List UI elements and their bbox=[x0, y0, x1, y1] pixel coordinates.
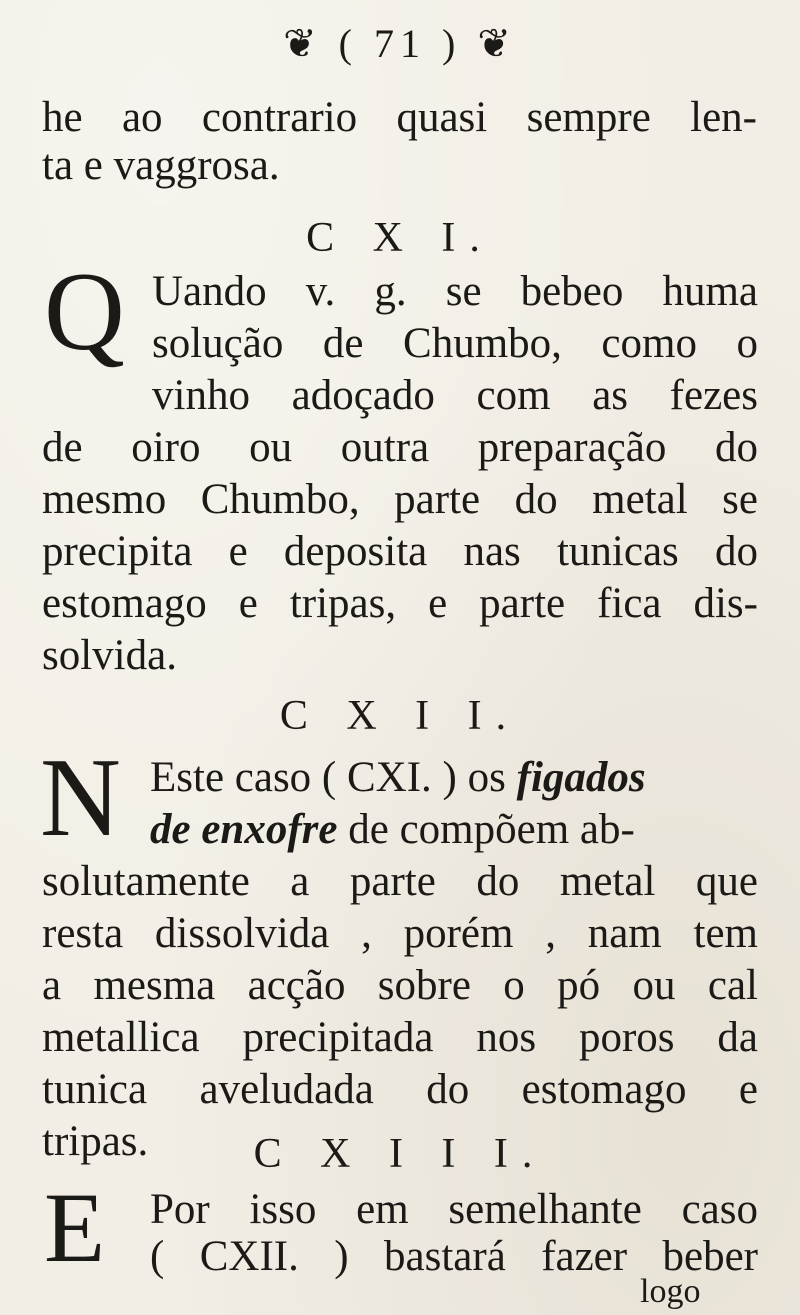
section-cxiii-line-2: ( CXII. ) bastará fazer beber bbox=[150, 1233, 758, 1280]
section-cxii-line-7: tunica aveludada do estomago e bbox=[42, 1066, 758, 1113]
section-cxii-line-1-italic: figados bbox=[516, 754, 646, 801]
section-cxii-line-6: metallica precipitada nos poros da bbox=[42, 1014, 758, 1061]
section-cxi-line-6: precipita e deposita nas tunicas do bbox=[42, 528, 758, 575]
section-heading-cxi: C X I. bbox=[306, 215, 494, 261]
intro-line-1: he ao contrario quasi sempre len- bbox=[42, 94, 757, 141]
catchword: logo bbox=[640, 1273, 701, 1310]
section-cxi-line-2: solução de Chumbo, como o bbox=[152, 320, 758, 367]
section-cxii-line-5: a mesma acção sobre o pó ou cal bbox=[42, 962, 758, 1009]
dropcap-n: N bbox=[40, 736, 121, 860]
section-cxii-line-2 bbox=[150, 804, 635, 856]
section-cxi-line-5: mesmo Chumbo, parte do metal se bbox=[42, 476, 758, 523]
section-cxii-line-2-text: de compõem ab- bbox=[337, 806, 635, 853]
section-cxi-line-3: vinho adoçado com as fezes bbox=[152, 372, 758, 419]
section-cxi-line-7: estomago e tripas, e parte fica dis- bbox=[42, 580, 758, 627]
section-cxii-line-2-italic: de enxofre bbox=[150, 806, 338, 853]
section-cxii-line-3: solutamente a parte do metal que bbox=[42, 858, 758, 905]
dropcap-e: E bbox=[44, 1172, 106, 1283]
section-cxii-line-8: tripas. bbox=[42, 1118, 149, 1165]
section-cxii-line-1 bbox=[150, 752, 646, 804]
section-heading-cxiii: C X I I I. bbox=[253, 1131, 547, 1177]
intro-line-2: ta e vaggrosa. bbox=[42, 142, 280, 189]
section-cxii-line-4: resta dissolvida , porém , nam tem bbox=[42, 910, 758, 957]
dropcap-q: Q bbox=[44, 250, 125, 374]
section-cxi-line-1: Uando v. g. se bebeo huma bbox=[152, 268, 758, 315]
section-cxiii-line-1: Por isso em semelhante caso bbox=[150, 1186, 758, 1233]
section-cxi-line-4: de oiro ou outra preparação do bbox=[42, 424, 758, 471]
section-heading-cxii: C X I I. bbox=[279, 693, 521, 739]
section-cxi-line-8: solvida. bbox=[42, 632, 177, 679]
section-cxii-line-1-text: Este caso ( CXI. ) os bbox=[150, 754, 517, 801]
page-header: ❦ ( 71 ) ❦ bbox=[283, 21, 517, 66]
